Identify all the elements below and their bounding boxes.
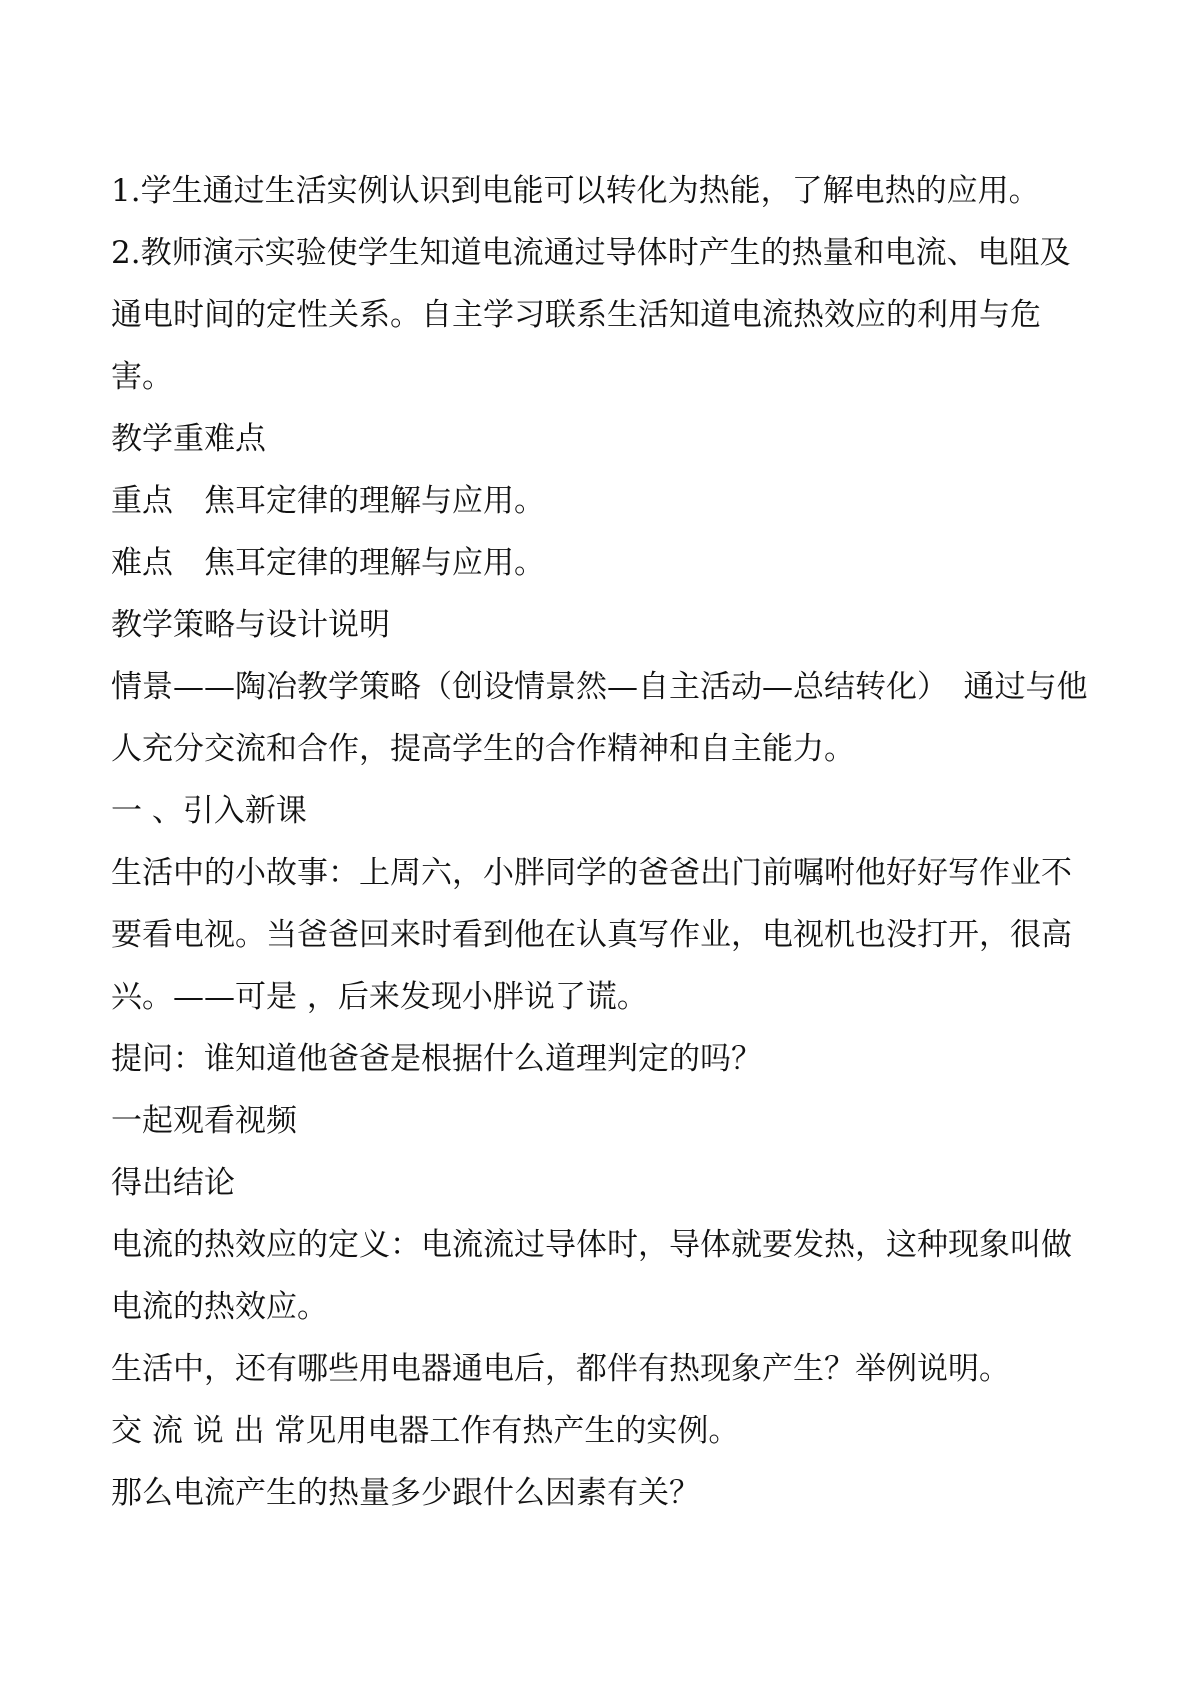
discussion-line: 交 流 说 出 常见用电器工作有热产生的实例。: [111, 1413, 740, 1449]
question-paragraph: 提问：谁知道他爸爸是根据什么道理判定的吗？: [111, 1041, 762, 1077]
section-heading-strategy: 教学策略与设计说明: [111, 607, 390, 643]
section-heading-key-points: 教学重难点: [111, 421, 266, 457]
conclusion-heading: 得出结论: [111, 1165, 235, 1201]
examples-question: 生活中，还有哪些用电器通电后，都伴有热现象产生？举例说明。: [111, 1351, 1010, 1387]
section-heading-introduction: 一 、引入新课: [111, 793, 307, 829]
difficult-point: 难点 焦耳定律的理解与应用。: [111, 545, 545, 581]
watch-video-line: 一起观看视频: [111, 1103, 297, 1139]
strategy-description: 情景——陶冶教学策略（创设情景然—自主活动—总结转化） 通过与他人充分交流和合作，提高学生的合作精神和自主能力。: [111, 669, 1088, 767]
key-point: 重点 焦耳定律的理解与应用。: [111, 483, 545, 519]
objective-1: 1.学生通过生活实例认识到电能可以转化为热能，了解电热的应用。: [111, 173, 1040, 209]
factors-question: 那么电流产生的热量多少跟什么因素有关？: [111, 1475, 700, 1511]
objective-2: 2.教师演示实验使学生知道电流通过导体时产生的热量和电流、电阻及通电时间的定性关系。自主学习联系生活知道电流热效应的利用与危害。: [111, 235, 1071, 395]
story-paragraph: 生活中的小故事：上周六，小胖同学的爸爸出门前嘱咐他好好写作业不要看电视。当爸爸回来时看到他在认真写作业，电视机也没打开，很高兴。——可是 ，后来发现小胖说了谎。: [111, 855, 1072, 1015]
definition-paragraph: 电流的热效应的定义：电流流过导体时，导体就要发热，这种现象叫做电流的热效应。: [111, 1227, 1072, 1325]
document-body: [111, 160, 1091, 1524]
